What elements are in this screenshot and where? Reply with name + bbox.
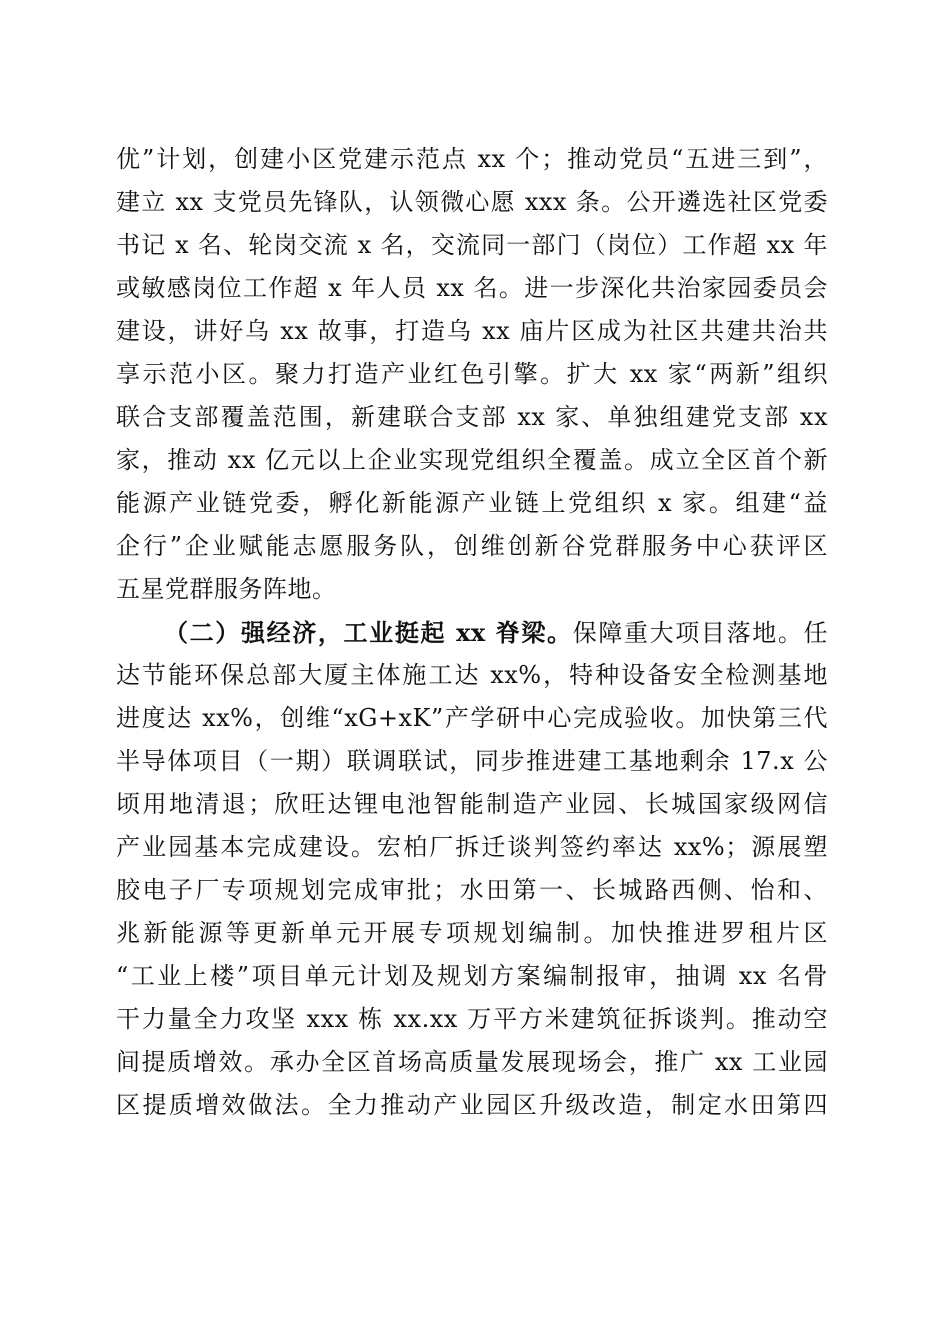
text-line: 半导体项目（一期）联调联试，同步推进建工基地剩余 17.x 公 (116, 747, 828, 775)
document-body (116, 138, 828, 1127)
text-line: 胶电子厂专项规划完成审批；水田第一、长城路西侧、怡和、 (116, 876, 828, 904)
text-line: 能源产业链党委，孵化新能源产业链上党组织 x 家。组建“益 (116, 489, 828, 517)
text-line: 建立 xx 支党员先锋队，认领微心愿 xxx 条。公开遴选社区党委 (116, 188, 828, 216)
text-line: 达节能环保总部大厦主体施工达 xx%，特种设备安全检测基地 (116, 661, 828, 689)
text-line: “工业上楼”项目单元计划及规划方案编制报审，抽调 xx 名骨 (116, 962, 828, 990)
section-heading: （二）强经济，工业挺起 xx 脊梁。 (164, 618, 573, 647)
text-line: 干力量全力攻坚 xxx 栋 xx.xx 万平方米建筑征拆谈判。推动空 (116, 1005, 828, 1033)
text-line-continuation: 保障重大项目落地。任 (572, 619, 829, 647)
text-line: 家，推动 xx 亿元以上企业实现党组织全覆盖。成立全区首个新 (116, 446, 828, 474)
text-line: 进度达 xx%，创维“xG+xK”产学研中心完成验收。加快第三代 (116, 704, 828, 732)
paragraph-economy (116, 611, 828, 1127)
text-line: 书记 x 名、轮岗交流 x 名，交流同一部门（岗位）工作超 xx 年 (116, 231, 828, 259)
text-line: 间提质增效。承办全区首场高质量发展现场会，推广 xx 工业园 (116, 1048, 828, 1076)
section-heading-line (116, 611, 828, 654)
text-line: 享示范小区。聚力打造产业红色引擎。扩大 xx 家“两新”组织 (116, 360, 828, 388)
text-line: 优”计划，创建小区党建示范点 xx 个；推动党员“五进三到”， (116, 145, 828, 173)
text-line: 或敏感岗位工作超 x 年人员 xx 名。进一步深化共治家园委员会 (116, 274, 828, 302)
text-line: 区提质增效做法。全力推动产业园区升级改造，制定水田第四 (116, 1091, 828, 1119)
text-line: 联合支部覆盖范围，新建联合支部 xx 家、单独组建党支部 xx (116, 403, 828, 431)
text-line: 建设，讲好乌 xx 故事，打造乌 xx 庙片区成为社区共建共治共 (116, 317, 828, 345)
text-line: 企行”企业赋能志愿服务队，创维创新谷党群服务中心获评区 (116, 532, 828, 560)
paragraph-party-building (116, 138, 828, 611)
text-line: 顷用地清退；欣旺达锂电池智能制造产业园、长城国家级网信 (116, 790, 828, 818)
text-line: 兆新能源等更新单元开展专项规划编制。加快推进罗租片区 (116, 919, 828, 947)
text-line: 五星党群服务阵地。 (116, 575, 337, 603)
text-line: 产业园基本完成建设。宏柏厂拆迁谈判签约率达 xx%；源展塑 (116, 833, 828, 861)
